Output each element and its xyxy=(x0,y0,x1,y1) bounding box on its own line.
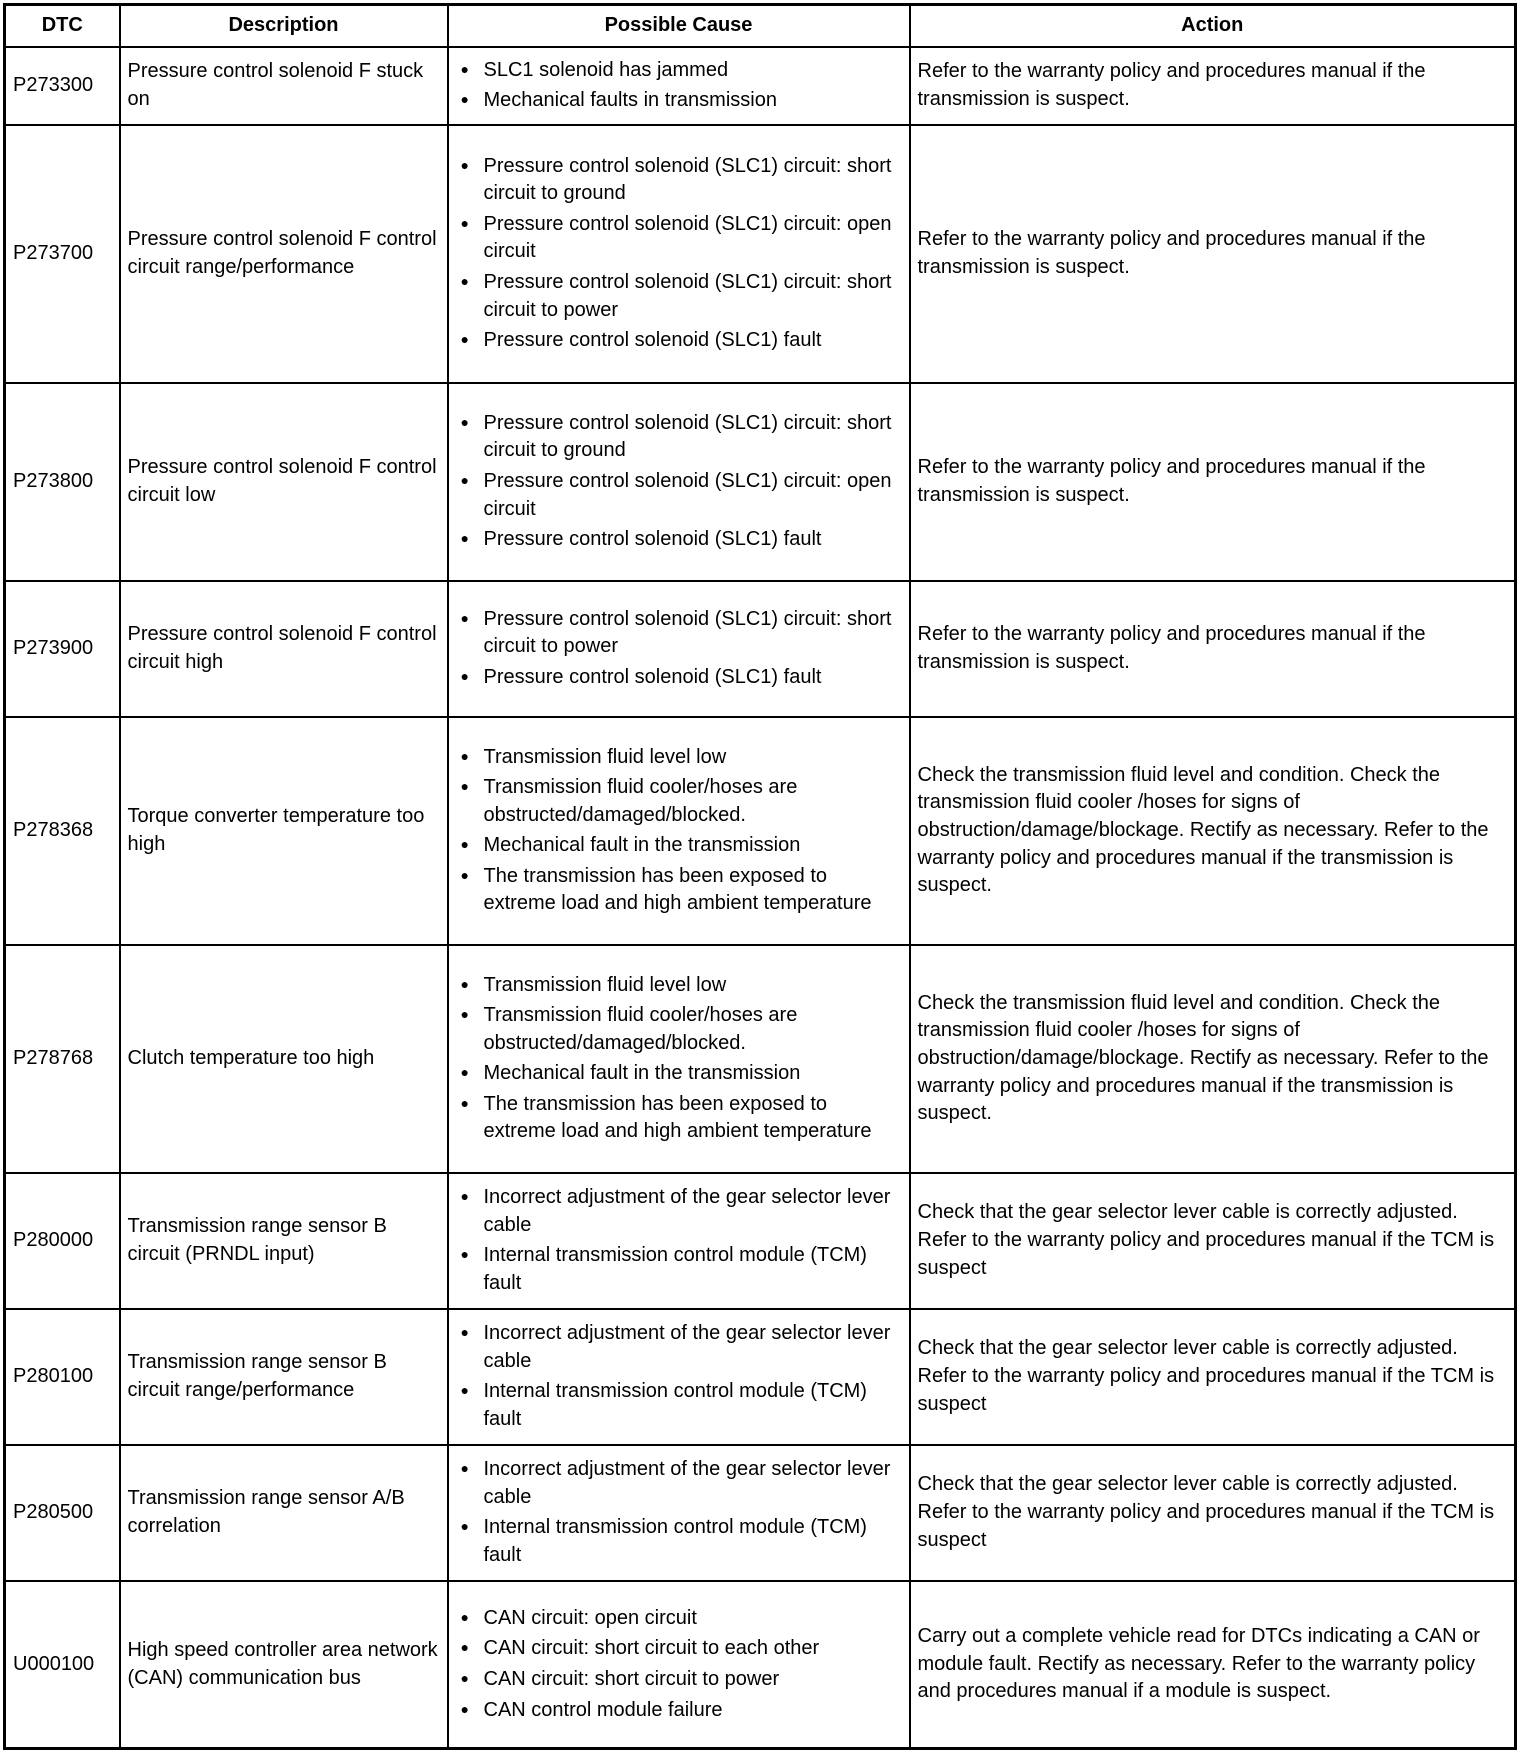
table-row xyxy=(5,1581,1516,1749)
possible-cause-list xyxy=(456,1320,902,1433)
table-row xyxy=(5,945,1516,1173)
dtc-description: Pressure control solenoid F control circuit low xyxy=(120,383,448,581)
cause-item: ● Pressure control solenoid (SLC1) circuit: short circuit to power xyxy=(456,269,902,324)
dtc-code: P273300 xyxy=(5,47,120,125)
cause-item: ● SLC1 solenoid has jammed xyxy=(456,57,902,85)
action-text: Refer to the warranty policy and procedures manual if the transmission is suspect. xyxy=(910,383,1516,581)
cause-item: ● Transmission fluid level low xyxy=(456,972,902,1000)
header-possible-cause: Possible Cause xyxy=(448,5,910,47)
action-text: Check the transmission fluid level and condition. Check the transmission fluid cooler /hoses for signs of obstruction/damage/blockage. Rectify as necessary. Refer to the warranty policy and procedures manual if the transmission is suspect. xyxy=(910,945,1516,1173)
header-row xyxy=(5,5,1516,47)
possible-cause-list xyxy=(456,57,902,115)
action-text: Refer to the warranty policy and procedures manual if the transmission is suspect. xyxy=(910,581,1516,717)
cause-item: ● Pressure control solenoid (SLC1) circuit: short circuit to power xyxy=(456,606,902,661)
cause-item: ● Transmission fluid cooler/hoses are obstructed/damaged/blocked. xyxy=(456,1002,902,1057)
cause-item: ● Pressure control solenoid (SLC1) circuit: open circuit xyxy=(456,211,902,266)
table-row xyxy=(5,125,1516,383)
header-action: Action xyxy=(910,5,1516,47)
cause-item: ● Pressure control solenoid (SLC1) circuit: short circuit to ground xyxy=(456,410,902,465)
dtc-table xyxy=(3,3,1517,1750)
cause-item: ● Pressure control solenoid (SLC1) circuit: open circuit xyxy=(456,468,902,523)
possible-cause-list xyxy=(456,1456,902,1569)
cause-item: ● Incorrect adjustment of the gear selector lever cable xyxy=(456,1320,902,1375)
cause-item: ● CAN circuit: short circuit to each other xyxy=(456,1635,902,1663)
cause-item: ● Pressure control solenoid (SLC1) fault xyxy=(456,327,902,355)
dtc-code: P273800 xyxy=(5,383,120,581)
dtc-description: Torque converter temperature too high xyxy=(120,717,448,945)
dtc-description: Pressure control solenoid F stuck on xyxy=(120,47,448,125)
possible-cause-list xyxy=(456,744,902,919)
dtc-description: Transmission range sensor B circuit range/performance xyxy=(120,1309,448,1445)
cause-item: ● Mechanical faults in transmission xyxy=(456,87,902,115)
action-text: Carry out a complete vehicle read for DTCs indicating a CAN or module fault. Rectify as necessary. Refer to the warranty policy and procedures manual if a module is suspect. xyxy=(910,1581,1516,1749)
cause-item: ● Internal transmission control module (TCM) fault xyxy=(456,1378,902,1433)
dtc-description: Transmission range sensor B circuit (PRNDL input) xyxy=(120,1173,448,1309)
cause-item: ● Pressure control solenoid (SLC1) fault xyxy=(456,664,902,692)
action-text: Refer to the warranty policy and procedures manual if the transmission is suspect. xyxy=(910,125,1516,383)
table-row xyxy=(5,1173,1516,1309)
dtc-description: Transmission range sensor A/B correlation xyxy=(120,1445,448,1581)
possible-cause-cell xyxy=(448,1581,910,1749)
dtc-code: U000100 xyxy=(5,1581,120,1749)
cause-item: ● The transmission has been exposed to extreme load and high ambient temperature xyxy=(456,1091,902,1146)
possible-cause-cell xyxy=(448,581,910,717)
cause-item: ● Internal transmission control module (TCM) fault xyxy=(456,1514,902,1569)
cause-item: ● CAN control module failure xyxy=(456,1697,902,1725)
action-text: Check that the gear selector lever cable is correctly adjusted. Refer to the warranty policy and procedures manual if the TCM is suspect xyxy=(910,1445,1516,1581)
cause-item: ● The transmission has been exposed to extreme load and high ambient temperature xyxy=(456,863,902,918)
cause-item: ● Transmission fluid level low xyxy=(456,744,902,772)
table-row xyxy=(5,1309,1516,1445)
table-row xyxy=(5,581,1516,717)
cause-item: ● Pressure control solenoid (SLC1) fault xyxy=(456,526,902,554)
possible-cause-list xyxy=(456,1184,902,1297)
cause-item: ● Incorrect adjustment of the gear selector lever cable xyxy=(456,1184,902,1239)
action-text: Refer to the warranty policy and procedures manual if the transmission is suspect. xyxy=(910,47,1516,125)
action-text: Check that the gear selector lever cable is correctly adjusted. Refer to the warranty policy and procedures manual if the TCM is suspect xyxy=(910,1173,1516,1309)
cause-item: ● Transmission fluid cooler/hoses are obstructed/damaged/blocked. xyxy=(456,774,902,829)
possible-cause-cell xyxy=(448,945,910,1173)
header-dtc: DTC xyxy=(5,5,120,47)
possible-cause-cell xyxy=(448,1309,910,1445)
possible-cause-cell xyxy=(448,1445,910,1581)
cause-item: ● CAN circuit: short circuit to power xyxy=(456,1666,902,1694)
table-row xyxy=(5,383,1516,581)
action-text: Check the transmission fluid level and condition. Check the transmission fluid cooler /hoses for signs of obstruction/damage/blockage. Rectify as necessary. Refer to the warranty policy and procedures manual if the transmission is suspect. xyxy=(910,717,1516,945)
possible-cause-cell xyxy=(448,383,910,581)
header-description: Description xyxy=(120,5,448,47)
possible-cause-cell xyxy=(448,717,910,945)
cause-item: ● Pressure control solenoid (SLC1) circuit: short circuit to ground xyxy=(456,153,902,208)
cause-item: ● Incorrect adjustment of the gear selector lever cable xyxy=(456,1456,902,1511)
dtc-code: P278768 xyxy=(5,945,120,1173)
table-row xyxy=(5,1445,1516,1581)
possible-cause-list xyxy=(456,972,902,1147)
possible-cause-cell xyxy=(448,125,910,383)
table-row xyxy=(5,717,1516,945)
possible-cause-list xyxy=(456,153,902,355)
table-row xyxy=(5,47,1516,125)
possible-cause-cell xyxy=(448,47,910,125)
dtc-code: P273700 xyxy=(5,125,120,383)
dtc-code: P280000 xyxy=(5,1173,120,1309)
cause-item: ● Mechanical fault in the transmission xyxy=(456,832,902,860)
dtc-description: High speed controller area network (CAN) communication bus xyxy=(120,1581,448,1749)
possible-cause-cell xyxy=(448,1173,910,1309)
dtc-description: Clutch temperature too high xyxy=(120,945,448,1173)
cause-item: ● CAN circuit: open circuit xyxy=(456,1605,902,1633)
dtc-code: P280100 xyxy=(5,1309,120,1445)
cause-item: ● Internal transmission control module (TCM) fault xyxy=(456,1242,902,1297)
possible-cause-list xyxy=(456,410,902,554)
dtc-description: Pressure control solenoid F control circuit range/performance xyxy=(120,125,448,383)
dtc-code: P280500 xyxy=(5,1445,120,1581)
dtc-description: Pressure control solenoid F control circuit high xyxy=(120,581,448,717)
dtc-code: P278368 xyxy=(5,717,120,945)
dtc-code: P273900 xyxy=(5,581,120,717)
possible-cause-list xyxy=(456,1605,902,1724)
possible-cause-list xyxy=(456,606,902,692)
cause-item: ● Mechanical fault in the transmission xyxy=(456,1060,902,1088)
action-text: Check that the gear selector lever cable is correctly adjusted. Refer to the warranty policy and procedures manual if the TCM is suspect xyxy=(910,1309,1516,1445)
